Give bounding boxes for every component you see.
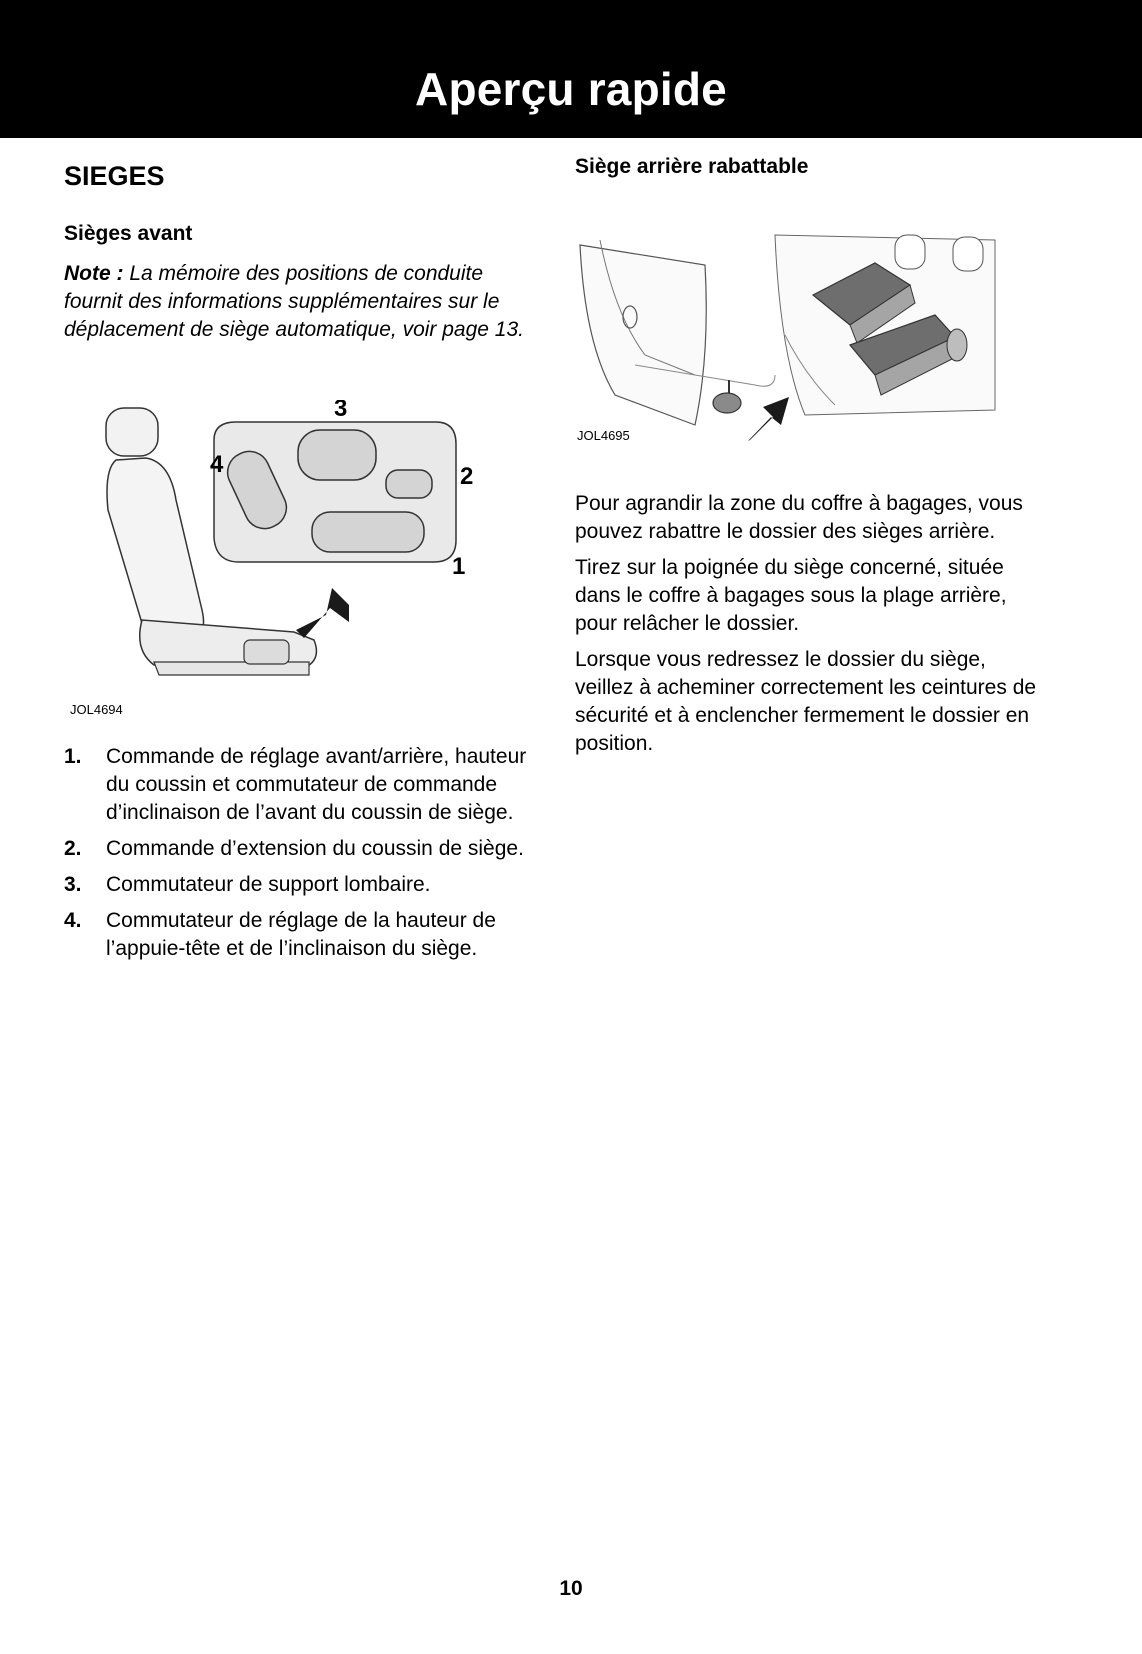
list-item-number: 1.	[64, 745, 82, 768]
page-number: 10	[559, 1577, 583, 1600]
page-title: Aperçu rapide	[415, 63, 727, 115]
seat-headrest	[106, 408, 158, 456]
paragraph: Lorsque vous redressez le dossier du siège, veillez à acheminer correctement les ceintures de sécurité et à enclencher fermement le dossier en position.	[575, 648, 1037, 755]
front-seat-figure	[64, 400, 504, 720]
list-item-number: 3.	[64, 873, 82, 896]
list-item-text: Commande de réglage avant/arrière, hauteur du coussin et commutateur de commande d’inclinaison de l’avant du coussin de siège.	[106, 745, 527, 824]
list-item	[64, 743, 534, 827]
right-column	[575, 155, 1045, 179]
paragraph: Tirez sur la poignée du siège concerné, située dans le coffre à bagages sous la plage arrière, pour relâcher le dossier.	[575, 556, 1007, 635]
arrow-icon	[296, 588, 349, 638]
list-item	[64, 871, 534, 899]
header-banner	[0, 0, 1142, 138]
callout-4: 4	[210, 451, 224, 478]
list-item-number: 4.	[64, 909, 82, 932]
arrow-icon	[748, 397, 789, 441]
callout-3: 3	[334, 400, 348, 422]
rear-seat-illustration	[575, 225, 1045, 475]
front-seat-controls-list	[64, 743, 534, 971]
subheading-front-seats: Sièges avant	[64, 222, 193, 245]
list-item-text: Commande d’extension du coussin de siège.	[106, 837, 524, 860]
extension-switch	[386, 470, 432, 498]
paragraph: Pour agrandir la zone du coffre à bagages, vous pouvez rabattre le dossier des sièges arrière.	[575, 492, 1023, 543]
lumbar-switch	[298, 430, 376, 480]
rear-seat-figure	[575, 225, 1045, 475]
left-column	[64, 155, 534, 344]
callout-2: 2	[460, 463, 474, 490]
seat-backrest	[107, 458, 204, 648]
note	[64, 260, 534, 344]
list-item-number: 2.	[64, 837, 82, 860]
list-item	[64, 835, 534, 863]
section-title: SIEGES	[64, 161, 165, 191]
callout-1: 1	[452, 553, 466, 580]
list-item	[64, 907, 534, 963]
release-handle	[713, 393, 741, 413]
list-item-text: Commutateur de réglage de la hauteur de l’appuie-tête et de l’inclinaison du siège.	[106, 909, 496, 960]
figure-code-front: JOL4694	[70, 702, 123, 717]
subheading-rear-seat: Siège arrière rabattable	[575, 155, 809, 178]
front-seat-illustration	[64, 400, 504, 720]
note-label: Note :	[64, 262, 124, 285]
figure-code-rear: JOL4695	[577, 428, 630, 443]
list-item-text: Commutateur de support lombaire.	[106, 873, 431, 896]
cushion-switch	[312, 512, 424, 552]
rear-seat-paragraphs	[575, 490, 1045, 766]
note-text: La mémoire des positions de conduite fournit des informations supplémentaires sur le déplacement de siège automatique, voir page 13.	[64, 262, 524, 341]
seat-cushion	[140, 620, 317, 668]
